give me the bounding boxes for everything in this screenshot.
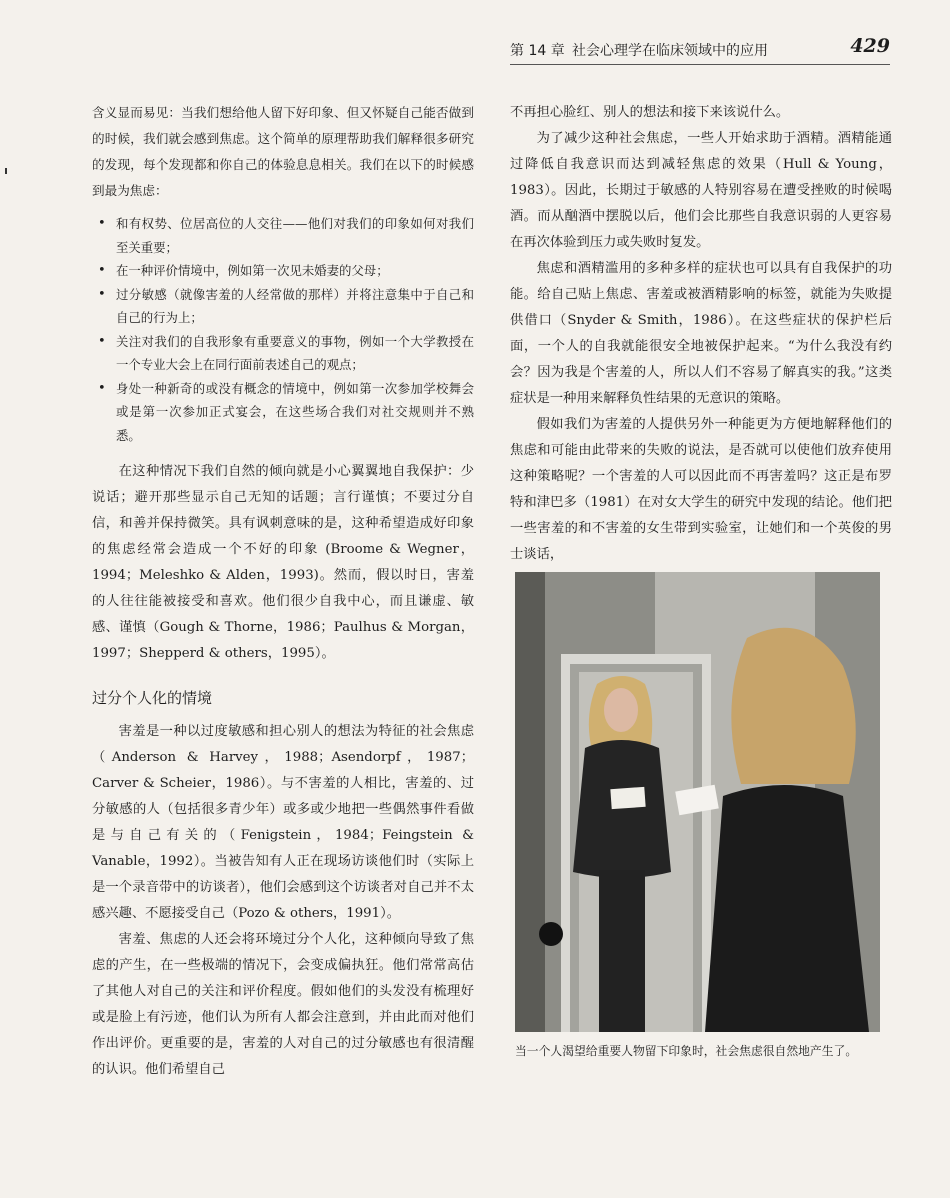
body-paragraph: 在这种情况下我们自然的倾向就是小心翼翼地自我保护：少说话；避开那些显示自己无知的话题；言行谨慎；不要过分自信，和善并保持微笑。具有讽刺意味的是，这种希望造成好印象的焦虑经常会造成一个不好的印象 (Broome & Wegner，1994；Meleshko & Alden，1993)。然而，假以时日，害羞的人往往能被接受和喜欢。他们很少自我中心，而且谦虚、敏感、谨慎（Gough & Thorne，1986；Paulhus & Morgan，1997；Shepperd & others，1995）。	[92, 464, 474, 661]
list-item-text: 身处一种新奇的或没有概念的情境中，例如第一次参加学校舞会或是第一次参加正式宴会，在这些场合我们对社交规则并不熟悉。	[116, 380, 474, 443]
page-number: 429	[850, 35, 890, 57]
body-paragraph: 为了减少这种社会焦虑，一些人开始求助于酒精。酒精能通过降低自我意识而达到减轻焦虑的效果（Hull & Young，1983）。因此，长期过于敏感的人特别容易在遭受挫败的时候喝酒。而从酗酒中摆脱以后，他们会比那些自我意识弱的人更容易在再次体验到压力或失败时复发。	[510, 131, 892, 250]
body-paragraph: 假如我们为害羞的人提供另外一种能更为方便地解释他们的焦虑和可能由此带来的失败的说法，是否就可以使他们放弃使用这种策略呢？一个害羞的人可以因此而不再害羞吗？这正是布罗特和津巴多（1981）在对女大学生的研究中发现的结论。他们把一些害羞的和不害羞的女生带到实验室，让她们和一个英俊的男士谈话，	[510, 417, 892, 562]
list-item-text: 关注对我们的自我形象有重要意义的事物，例如一个大学教授在一个专业大会上在同行面前表述自己的观点；	[116, 333, 474, 372]
list-item	[92, 377, 474, 448]
chapter-label: 第 14 章	[510, 43, 565, 59]
bullet-icon: •	[98, 333, 106, 349]
left-column	[92, 100, 474, 1083]
right-column	[510, 100, 892, 568]
body-paragraph: 害羞、焦虑的人还会将环境过分个人化，这种倾向导致了焦虑的产生，在一些极端的情况下，会变成偏执狂。他们常常高估了其他人对自己的关注和评价程度。假如他们的头发没有梳理好或是脸上有污迹，他们认为所有人都会注意到，并由此而对他们作出评价。更重要的是，害羞的人对自己的过分敏感也有很清醒的认识。他们希望自己	[92, 932, 474, 1077]
figure-caption: 当一个人渴望给重要人物留下印象时，社会焦虑很自然地产生了。	[515, 1044, 858, 1058]
list-item	[92, 212, 474, 259]
body-paragraph: 不再担心脸红、别人的想法和接下来该说什么。	[510, 105, 790, 120]
anxiety-situations-list	[92, 212, 474, 447]
list-item	[92, 330, 474, 377]
list-item-text: 在一种评价情境中，例如第一次见未婚妻的父母；	[116, 263, 389, 278]
list-item-text: 和有权势、位居高位的人交往——他们对我们的印象如何对我们至关重要；	[116, 216, 474, 255]
section-heading: 过分个人化的情境	[92, 689, 213, 707]
body-paragraph: 害羞是一种以过度敏感和担心别人的想法为特征的社会焦虑（Anderson & Harvey，1988；Asendorpf，1987；Carver & Scheier，1986）。与不害羞的人相比，害羞的、过分敏感的人（包括很多青少年）或多或少地把一些偶然事件看做是与自己有关的（Fenigstein，1984；Feingstein & Vanable，1992）。当被告知有人正在现场访谈他们时（实际上是一个录音带中的访谈者），他们会感到这个访谈者对自己并不太感兴趣、不愿接受自己（Pozo & others，1991）。	[92, 724, 474, 921]
chapter-title: 社会心理学在临床领域中的应用	[572, 43, 768, 59]
header-rule	[510, 64, 890, 65]
bullet-icon: •	[98, 380, 106, 396]
list-item	[92, 259, 474, 283]
mirror-photo	[515, 572, 880, 1032]
bullet-icon: •	[98, 286, 106, 302]
bullet-icon: •	[98, 216, 106, 231]
margin-mark	[5, 168, 7, 174]
body-paragraph: 焦虑和酒精滥用的多种多样的症状也可以具有自我保护的功能。给自己贴上焦虑、害羞或被酒精影响的标签，就能为失败提供借口（Snyder & Smith，1986）。在这些症状的保护栏后面，一个人的自我就能很安全地被保护起来。“为什么我没有约会？因为我是个害羞的人，所以人们不容易了解真实的我。”这类症状是一种用来解释负性结果的无意识的策略。	[510, 261, 892, 406]
bullet-icon: •	[98, 263, 106, 278]
list-item	[92, 283, 474, 330]
list-item-text: 过分敏感（就像害羞的人经常做的那样）并将注意集中于自己和自己的行为上；	[116, 286, 474, 325]
running-header	[510, 35, 890, 64]
intro-paragraph: 含义显而易见：当我们想给他人留下好印象、但又怀疑自己能否做到的时候，我们就会感到焦虑。这个简单的原理帮助我们解释很多研究的发现，每个发现都和你自己的体验息息相关。我们在以下的时候感到最为焦虑：	[92, 105, 474, 198]
